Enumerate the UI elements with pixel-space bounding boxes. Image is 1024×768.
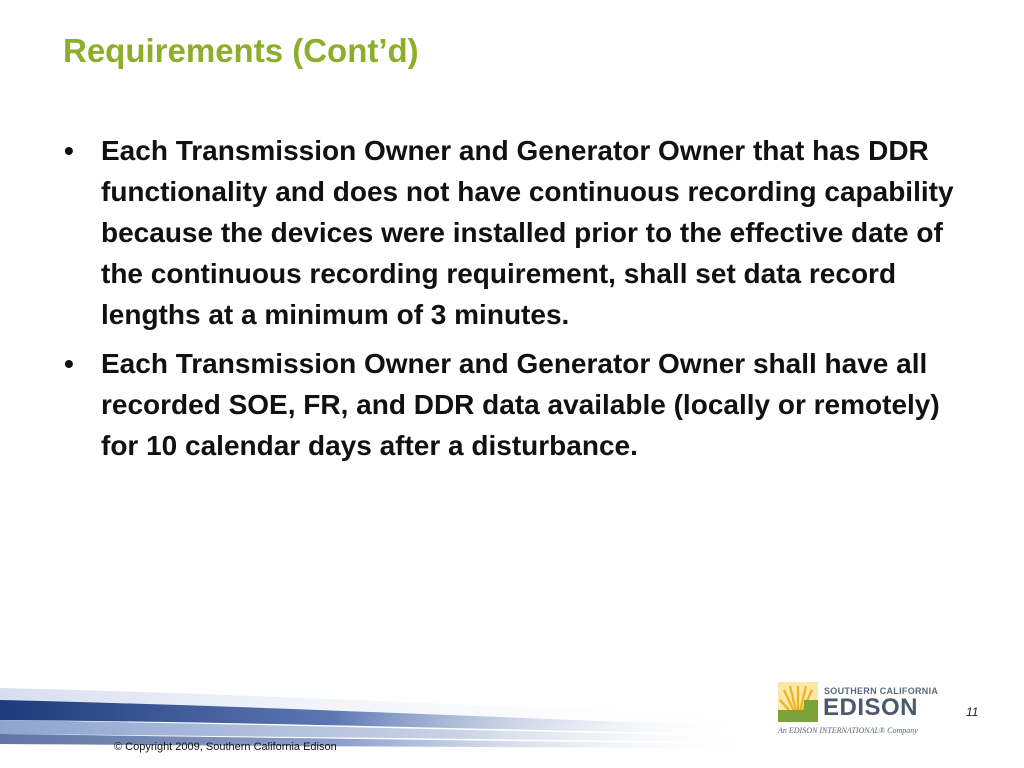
bullet-item [64,343,969,466]
bullet-list [64,130,969,474]
logo-tagline: An EDISON INTERNATIONAL® Company [778,726,918,735]
company-logo [778,680,939,740]
sun-logo-icon [778,682,818,722]
logo-wordmark: EDISON [823,694,919,721]
logo-line-1: SOUTHERN CALIFORNIA [824,686,939,696]
bullet-text: Each Transmission Owner and Generator Owner that has DDR functionality and does not have continuous recording capability because the devices were installed prior to the effective date of the continuous recording requirement, shall set data record lengths at a minimum of 3 minutes. [101,135,954,330]
bullet-marker: • [64,135,74,166]
bullet-marker: • [64,348,74,379]
copyright-notice: © Copyright 2009, Southern California Edison [114,741,337,753]
bullet-item [64,130,969,335]
bullet-text: Each Transmission Owner and Generator Owner shall have all recorded SOE, FR, and DDR data available (locally or remotely) for 10 calendar days after a disturbance. [101,348,940,461]
slide-number: 11 [966,705,979,719]
slide-title: Requirements (Cont’d) [63,32,419,69]
